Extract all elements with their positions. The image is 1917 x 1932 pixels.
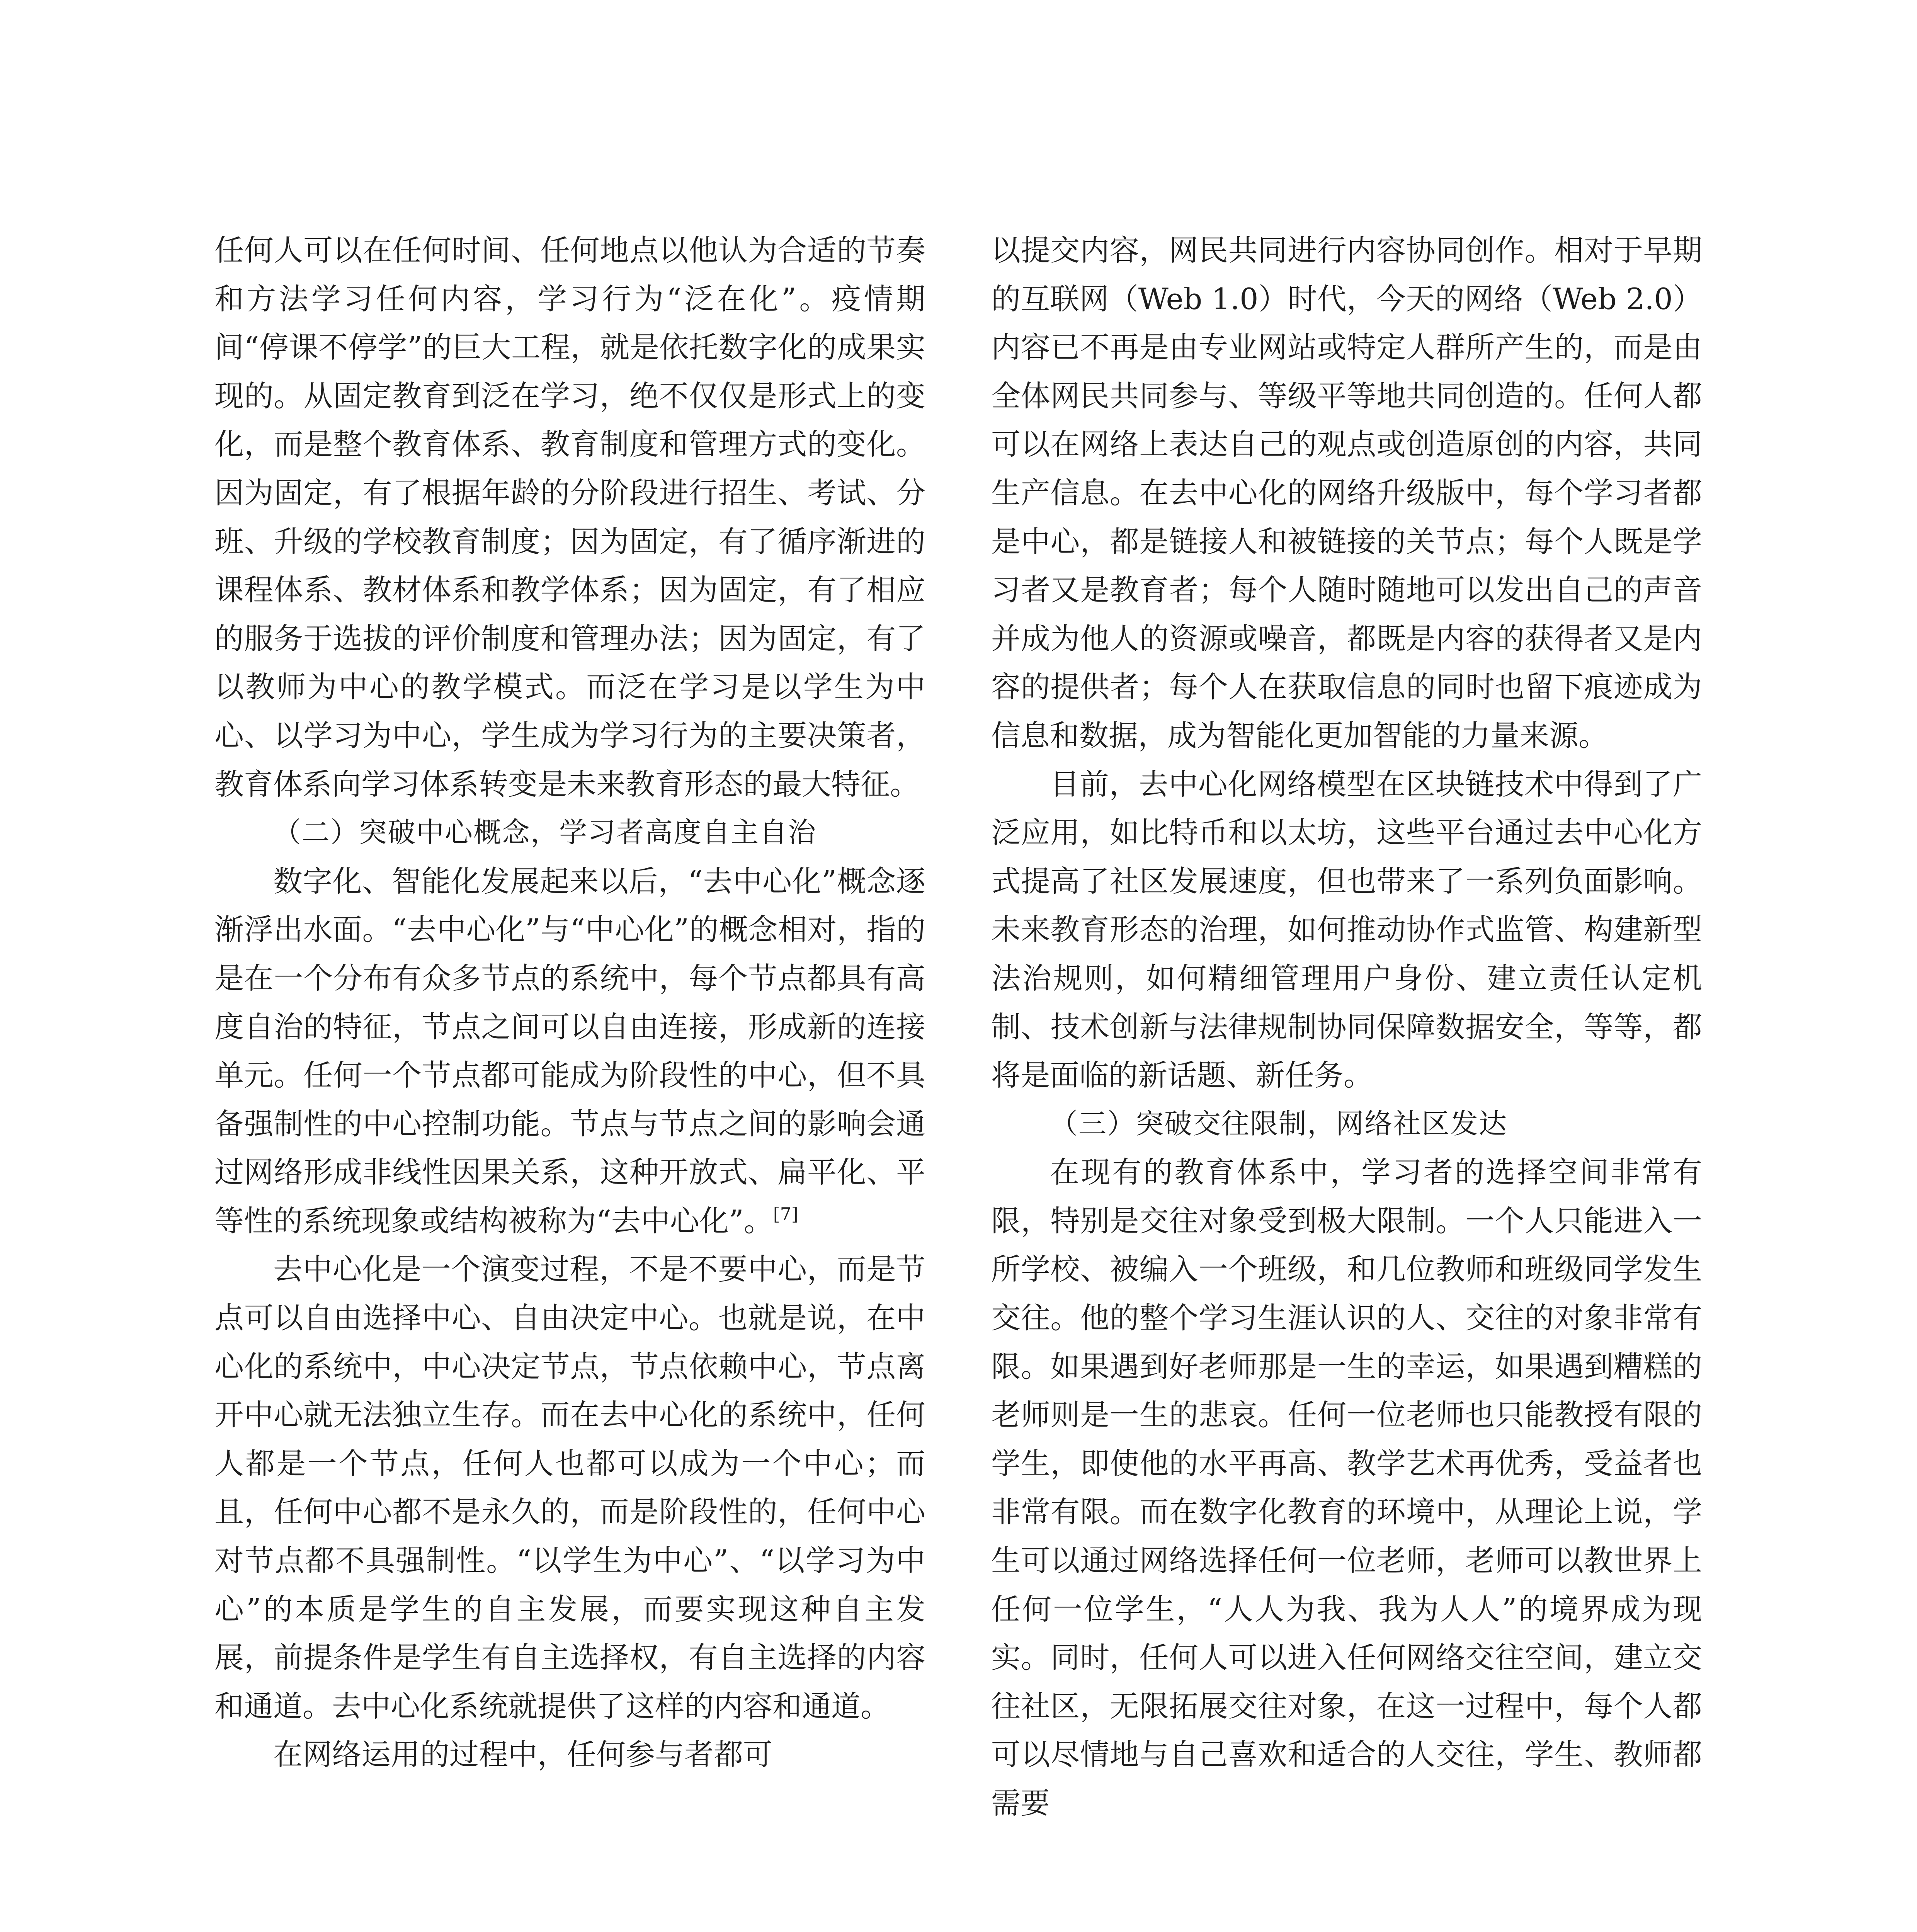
left-column <box>214 226 925 1779</box>
paragraph-blockchain: 目前，去中心化网络模型在区块链技术中得到了广泛应用，如比特币和以太坊，这些平台通过去中心化方式提高了社区发展速度，但也带来了一系列负面影响。未来教育形态的治理，如何推动协作式监管、构建新型法治规则，如何精细管理用户身份、建立责任认定机制、技术创新与法律规制协同保障数据安全，等等，都将是面临的新话题、新任务。 <box>991 767 1702 1093</box>
citation-reference: [7] <box>773 1203 798 1225</box>
right-column <box>991 226 1702 1828</box>
paragraph-ubiquitous-learning: 任何人可以在任何时间、任何地点以他认为合适的节奏和方法学习任何内容，学习行为“泛在化”。疫情期间“停课不停学”的巨大工程，就是依托数字化的成果实现的。从固定教育到泛在学习，绝不仅仅是形式上的变化，而是整个教育体系、教育制度和管理方式的变化。因为固定，有了根据年龄的分阶段进行招生、考试、分班、升级的学校教育制度；因为固定，有了循序渐进的课程体系、教材体系和教学体系；因为固定，有了相应的服务于选拔的评价制度和管理办法；因为固定，有了以教师为中心的教学模式。而泛在学习是以学生为中心、以学习为中心，学生成为学习行为的主要决策者，教育体系向学习体系转变是未来教育形态的最大特征。 <box>214 233 925 801</box>
paragraph-network-participation: 在网络运用的过程中，任何参与者都可 <box>273 1737 772 1772</box>
section-heading-2: （二）突破中心概念，学习者高度自主自治 <box>273 816 817 849</box>
paragraph-decentralization-process: 去中心化是一个演变过程，不是不要中心，而是节点可以自由选择中心、自由决定中心。也就是说，在中心化的系统中，中心决定节点，节点依赖中心，节点离开中心就无法独立生存。而在去中心化的系统中，任何人都是一个节点，任何人也都可以成为一个中心；而且，任何中心都不是永久的，而是阶段性的，任何中心对节点都不具强制性。“以学生为中心”、“以学习为中心”的本质是学生的自主发展，而要实现这种自主发展，前提条件是学生有自主选择权，有自主选择的内容和通道。去中心化系统就提供了这样的内容和通道。 <box>214 1252 925 1723</box>
section-heading-3: （三）突破交往限制，网络社区发达 <box>1050 1107 1508 1140</box>
paragraph-text: 数字化、智能化发展起来以后，“去中心化”概念逐渐浮出水面。“去中心化”与“中心化”的概念相对，指的是在一个分布有众多节点的系统中，每个节点都具有高度自治的特征，节点之间可以自由连接，形成新的连接单元。任何一个节点都可能成为阶段性的中心，但不具备强制性的中心控制功能。节点与节点之间的影响会通过网络形成非线性因果关系，这种开放式、扁平化、平等性的系统现象或结构被称为“去中心化”。 <box>214 864 925 1238</box>
paragraph-decentralization-definition <box>214 857 925 1245</box>
paragraph-web2-content: 以提交内容，网民共同进行内容协同创作。相对于早期的互联网（Web 1.0）时代，今天的网络（Web 2.0）内容已不再是由专业网站或特定人群所产生的，而是由全体网民共同参与、等级平等地共同创造的。任何人都可以在网络上表达自己的观点或创造原创的内容，共同生产信息。在去中心化的网络升级版中，每个学习者都是中心，都是链接人和被链接的关节点；每个人既是学习者又是教育者；每个人随时随地可以发出自己的声音并成为他人的资源或噪音，都既是内容的获得者又是内容的提供者；每个人在获取信息的同时也留下痕迹成为信息和数据，成为智能化更加智能的力量来源。 <box>991 233 1702 753</box>
paragraph-communication-limits: 在现有的教育体系中，学习者的选择空间非常有限，特别是交往对象受到极大限制。一个人只能进入一所学校、被编入一个班级，和几位教师和班级同学发生交往。他的整个学习生涯认识的人、交往的对象非常有限。如果遇到好老师那是一生的幸运，如果遇到糟糕的老师则是一生的悲哀。任何一位老师也只能教授有限的学生，即使他的水平再高、教学艺术再优秀，受益者也非常有限。而在数字化教育的环境中，从理论上说，学生可以通过网络选择任何一位老师，老师可以教世界上任何一位学生，“人人为我、我为人人”的境界成为现实。同时，任何人可以进入任何网络交往空间，建立交往社区，无限拓展交往对象，在这一过程中，每个人都可以尽情地与自己喜欢和适合的人交往，学生、教师都需要 <box>991 1155 1702 1820</box>
